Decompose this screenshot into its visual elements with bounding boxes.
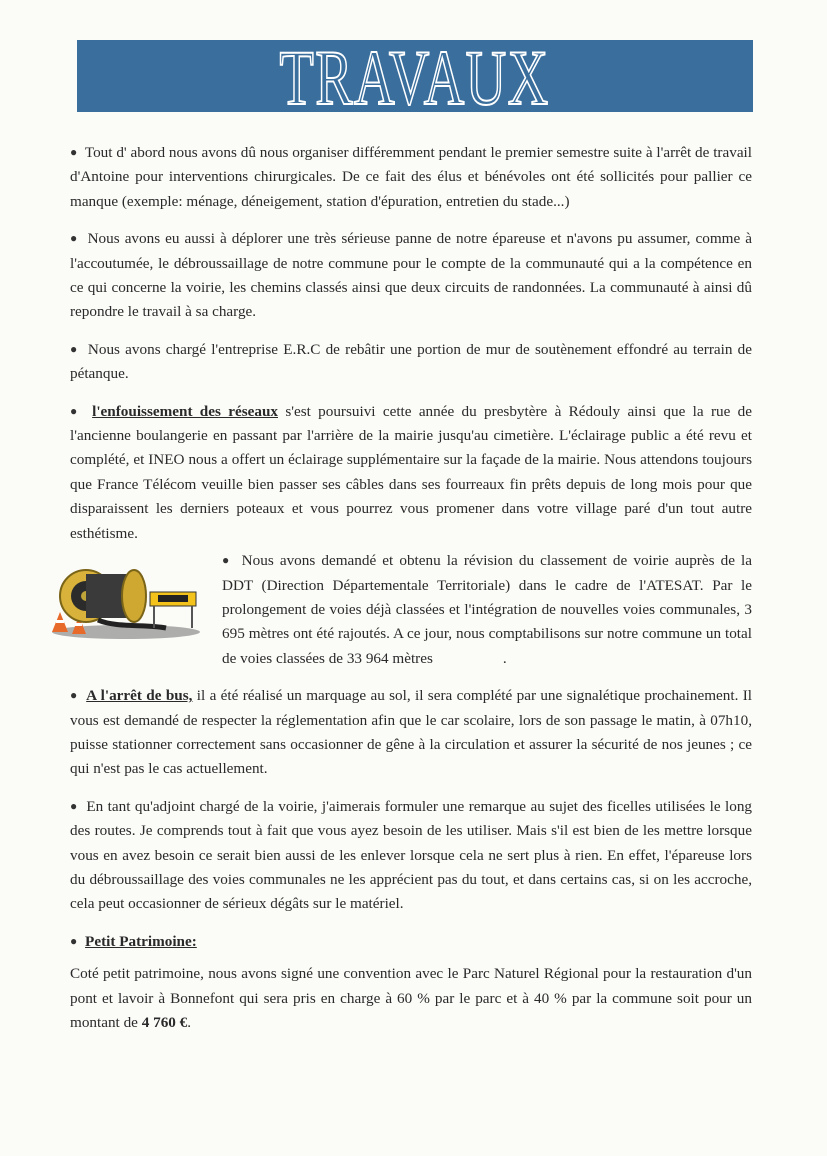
paragraph-ficelles: ● En tant qu'adjoint chargé de la voirie, j'aimerais formuler une remarque au sujet des ficelles utilisées le long des routes. Je comprends tout à fait que vous ayez besoin de les utiliser. Mais s'il est bien de les mettre lorsque vous en avez besoin ce serait bien aussi de les enlever lorsque cela ne sert plus à rien. En effet, l'épareuse lors du débroussaillage des voies communales ne les apprécient pas du tout, et dans certains cas, si on les accroche, cela peut occasionner de sérieux dégâts sur le matériel. xyxy=(70,797,753,913)
cable-reel-construction-icon xyxy=(46,562,204,640)
bullet-icon: ● xyxy=(70,145,78,159)
page-title: TRAVAUX xyxy=(279,34,551,121)
amount-value: 4 760 € xyxy=(141,1014,188,1031)
bullet-icon: ● xyxy=(70,933,78,948)
voirie-section xyxy=(70,548,752,671)
bullet-icon: ● xyxy=(70,688,78,703)
heading-patrimoine xyxy=(70,929,752,954)
section-heading-bus: A l'arrêt de bus, xyxy=(86,687,193,705)
title-banner xyxy=(77,34,753,121)
paragraph-epareuse: ● Nous avons eu aussi à déplorer une très sérieuse panne de notre épareuse et n'avons pu assumer, comme à l'accoutumée, le débroussaillage de notre commune pour le compte de la communauté qui a la compétence en ce qui concerne la voirie, les chemins classés ainsi que deux circuits de randonnées. La communauté à ainsi dû repondre le travail à sa charge. xyxy=(70,230,753,321)
article-body xyxy=(70,140,752,1047)
paragraph-mur: ● Nous avons chargé l'entreprise E.R.C de rebâtir une portion de mur de soutènement effondré au terrain de pétanque. xyxy=(70,340,753,383)
paragraph-reseaux: ● l'enfouissement des réseaux s'est poursuivi cette année du presbytère à Rédouly ainsi que la rue de l'ancienne boulangerie en passant par l'arrière de la mairie jusqu'au cimetière. L'éclairage public a été revu et complété, et INEO nous a offert un éclairage supplémentaire sur la façade de la mairie. Nous attendons toujours que France Télécom veuille bien passer ses câbles dans ses fourreaux fin prêts depuis de long mois pour que disparaissent les derniers poteaux et vous pourrez vous promener dans votre village paré d'un tout autre esthétisme. xyxy=(70,402,752,542)
bullet-icon: ● xyxy=(70,341,79,356)
section-heading-patrimoine: Petit Patrimoine: xyxy=(85,932,197,950)
paragraph-staffing: ● Tout d' abord nous avons dû nous organiser différemment pendant le premier semestre suite à l'arrêt de travail d'Antoine pour interventions chirurgicales. De ce fait des élus et bénévoles ont été sollicités pour pallier ce manque (exemple: ménage, déneigement, station d'épuration, entretien du stade...) xyxy=(70,144,752,210)
paragraph-voirie: ● Nous avons demandé et obtenu la révision du classement de voirie auprès de la DDT (Direction Départementale Territoriale) dans le cadre de l'ATESAT. Par le prolongement de voies déjà classées et l'intégration de nouvelles voies communales, 3 695 mètres ont été rajoutés. A ce jour, nous comptabilisons sur notre commune un total de voies classées de 33 964 mètres . xyxy=(222,552,753,667)
bullet-icon: ● xyxy=(70,403,81,418)
bullet-icon: ● xyxy=(70,798,78,813)
bullet-icon: ● xyxy=(222,553,232,568)
bullet-icon: ● xyxy=(70,231,79,246)
paragraph-patrimoine: Coté petit patrimoine, nous avons signé une convention avec le Parc Naturel Régional pour la restauration d'un pont et lavoir à Bonnefont qui sera pris en charge à 60 % par le parc et à 40 % par la commune soit pour un montant de 4 760 €. xyxy=(70,965,752,1031)
paragraph-bus: ● A l'arrêt de bus, il a été réalisé un marquage au sol, il sera complété par une signalétique prochainement. Il vous est demandé de respecter la réglementation afin que le car scolaire, lors de son passage le matin, à 07h10, puisse stationner correctement sans occasionner de gêne à la circulation et assurer la sécurité de nos jeunes ; ce qui n'est pas le cas actuellement. xyxy=(70,687,753,778)
section-heading-reseaux: l'enfouissement des réseaux xyxy=(92,402,278,420)
